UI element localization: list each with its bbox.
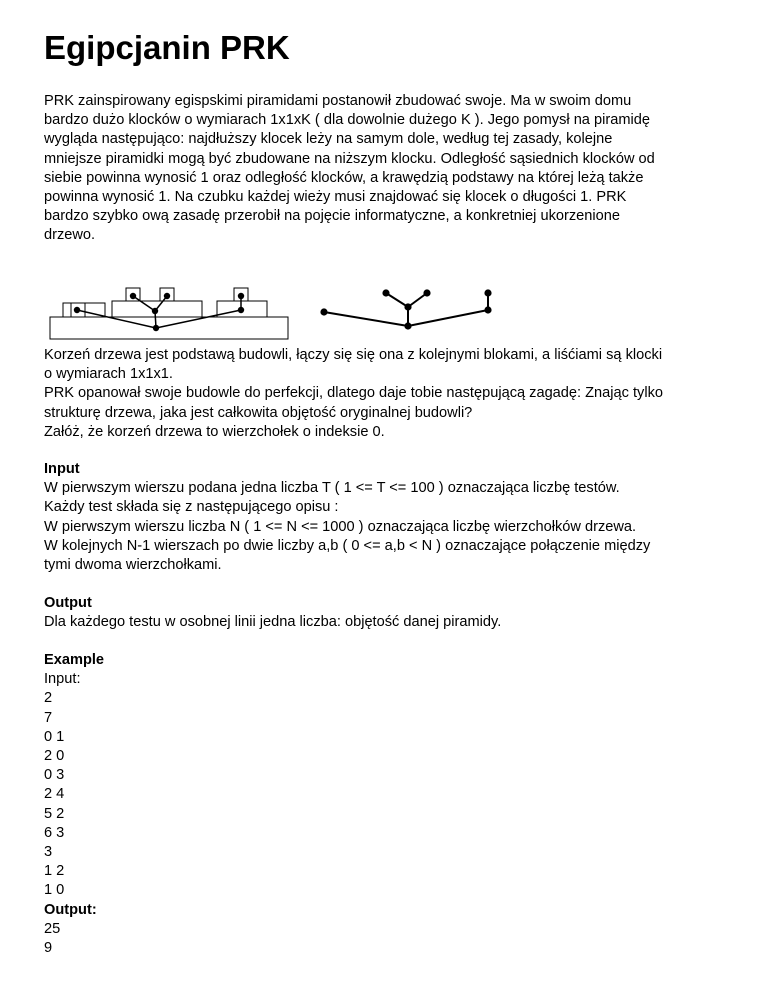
example-input-line: 2 4 — [44, 786, 65, 803]
input-line: tymi dwoma wierzchołkami. — [44, 557, 222, 574]
intro-line: powinna wynosić 1. Na czubku każdej wieży musi znajdować się klocek o długości 1. PRK — [44, 189, 627, 206]
intro-line: wygląda następująco: najdłuższy klocek leży na samym dole, według tej zasady, kolejne — [44, 131, 613, 148]
example-output-label: Output: — [44, 901, 97, 918]
output-section — [44, 594, 734, 632]
example-input-line: 1 0 — [44, 882, 65, 899]
pyramid-tree-figure — [44, 284, 504, 344]
tree-root-node — [404, 322, 411, 329]
example-input-line: 0 1 — [44, 728, 65, 745]
intro-line: bardzo dużo klocków o wymiarach 1x1xK ( dla dowolnie dużego K ). Jego pomysł na piramidę — [44, 112, 650, 129]
input-line: Każdy test składa się z następującego opisu : — [44, 499, 339, 516]
example-output-lines — [44, 920, 734, 958]
example-output-line: 9 — [44, 940, 53, 957]
input-heading: Input — [44, 461, 80, 477]
description-line: Korzeń drzewa jest podstawą budowli, łączy się się ona z kolejnymi blokami, a liśćiami są klocki — [44, 347, 663, 363]
example-input-line: 2 0 — [44, 748, 65, 765]
description-paragraph — [44, 346, 734, 442]
example-output-line: 25 — [44, 920, 61, 937]
input-line: W pierwszym wierszu liczba N ( 1 <= N <= 1000 ) oznaczająca liczbę wierzchołków drzewa. — [44, 518, 637, 535]
example-input-line: 2 — [44, 690, 53, 707]
example-input-line: 1 2 — [44, 863, 65, 880]
example-input-line: 6 3 — [44, 824, 65, 841]
input-description — [44, 479, 734, 575]
tree-nodes — [320, 289, 491, 329]
description-line: o wymiarach 1x1x1. — [44, 366, 173, 383]
description-line: Załóż, że korzeń drzewa to wierzchołek o indeksie 0. — [44, 423, 385, 440]
output-description — [44, 613, 734, 632]
output-heading: Output — [44, 595, 92, 611]
intro-line: drzewo. — [44, 227, 96, 244]
pyramid-base-block — [50, 317, 288, 339]
description-line: PRK opanował swoje budowle do perfekcji, dlatego daje tobie następującą zagadę: Znając tylko — [44, 385, 664, 402]
output-line: Dla każdego testu w osobnej linii jedna liczba: objętość danej piramidy. — [44, 614, 502, 631]
intro-paragraph — [44, 92, 734, 246]
input-section — [44, 460, 734, 575]
intro-line: siebie powinna wynosić 1 oraz odległość klocków, a krawędzią podstawy na której leżą także — [44, 169, 644, 186]
example-input-line: 0 3 — [44, 767, 65, 784]
input-line: W kolejnych N-1 wierszach po dwie liczby a,b ( 0 <= a,b < N ) oznaczające połączenie między — [44, 537, 651, 554]
example-input-line: 5 2 — [44, 805, 65, 822]
example-heading: Example — [44, 652, 105, 668]
input-line: W pierwszym wierszu podana jedna liczba T ( 1 <= T <= 100 ) oznaczająca liczbę testów. — [44, 480, 620, 497]
example-input-lines — [44, 689, 734, 900]
example-input-label: Input: — [44, 671, 81, 688]
pyramid-tree-illustration — [44, 284, 504, 344]
example-input-line: 7 — [44, 709, 53, 726]
example-section — [44, 651, 734, 958]
example-input-line: 3 — [44, 844, 53, 861]
intro-line: bardzo szybko ową zasadę przerobił na pojęcie informatyczne, a konkretniej ukorzenione — [44, 208, 620, 225]
page-title: Egipcjanin PRK — [44, 29, 290, 66]
intro-line: mniejsze piramidki mogą być zbudowane na niższym klocku. Odległość sąsiednich klocków od — [44, 150, 655, 167]
intro-line: PRK zainspirowany egispskimi piramidami postanowił zbudować swoje. Ma w swoim domu — [44, 93, 632, 109]
description-line: strukturę drzewa, jaka jest całkowita objętość oryginalnej budowli? — [44, 404, 473, 421]
